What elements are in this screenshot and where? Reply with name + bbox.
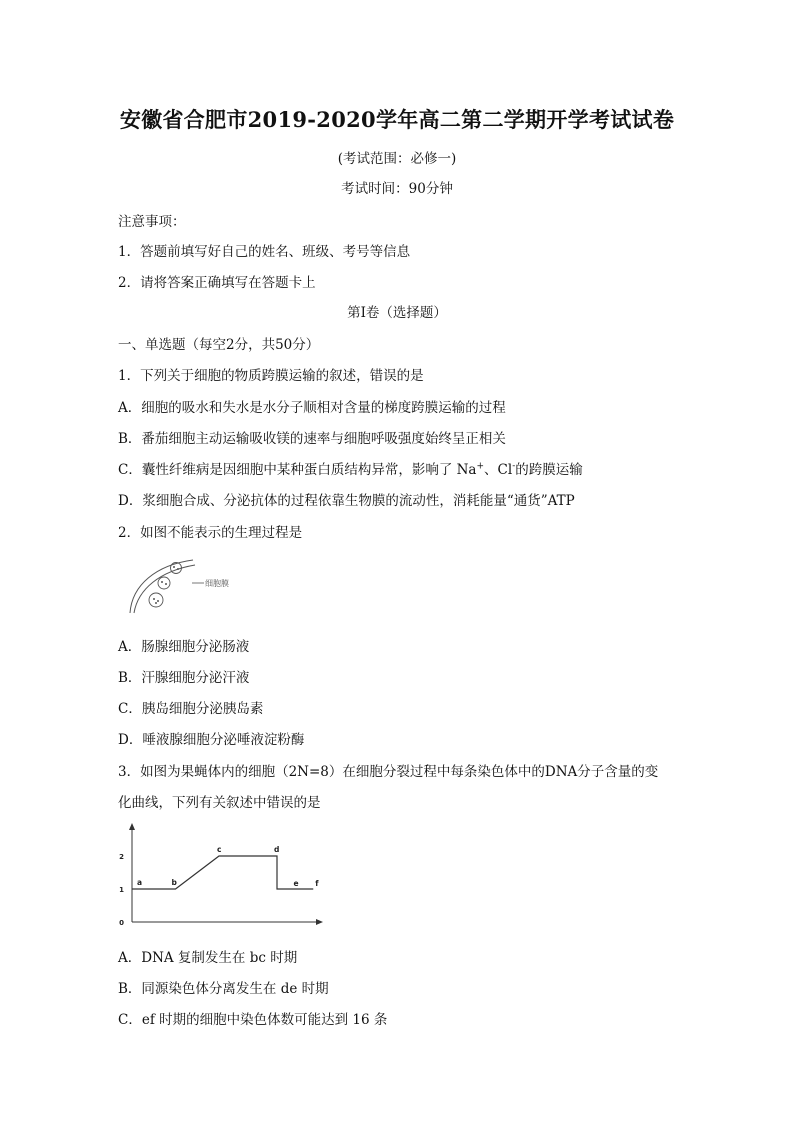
y-tick-label: 0 <box>119 919 124 927</box>
superscript: + <box>476 461 485 472</box>
q3-option-b: B．同源染色体分离发生在 de 时期 <box>118 981 329 997</box>
point-label: e <box>293 879 299 888</box>
q2-option-b: B．汗腺细胞分泌汗液 <box>118 670 250 686</box>
exam-time: 考试时间：90分钟 <box>341 181 453 197</box>
q3-stem: 3．如图为果蝇体内的细胞（2N=8）在细胞分裂过程中每条染色体中的DNA分子含量的变 <box>118 764 659 780</box>
y-tick-label: 1 <box>119 886 124 894</box>
q2-option-a: A．肠腺细胞分泌肠液 <box>118 639 250 655</box>
exam-scope: (考试范围：必修一) <box>337 151 457 167</box>
exam-title: 安徽省合肥市2019-2020学年高二第二学期开学考试试卷 <box>119 107 675 132</box>
dna-content-chart <box>110 820 340 935</box>
q1-stem: 1．下列关于细胞的物质跨膜运输的叙述，错误的是 <box>118 368 424 384</box>
point-label: d <box>274 845 280 854</box>
x-axis-arrow <box>316 919 323 925</box>
note-item: 1．答题前填写好自己的姓名、班级、考号等信息 <box>118 244 411 260</box>
q2-option-d: D．唾液腺细胞分泌唾液淀粉酶 <box>118 732 305 748</box>
superscript: - <box>512 461 516 472</box>
q3-option-c: C．ef 时期的细胞中染色体数可能达到 16 条 <box>118 1012 388 1028</box>
q2-option-c: C．胰岛细胞分泌胰岛素 <box>118 701 264 717</box>
exocytosis-figure <box>118 555 248 617</box>
q3-option-a: A．DNA 复制发生在 bc 时期 <box>118 950 298 966</box>
volume-heading: 第I卷（选择题） <box>347 305 447 321</box>
q1-option-c-text: 、Cl <box>484 462 513 478</box>
q3-stem: 化曲线，下列有关叙述中错误的是 <box>118 795 321 811</box>
point-label: b <box>171 878 177 887</box>
q1-option-c <box>118 458 583 478</box>
note-item: 2．请将答案正确填写在答题卡上 <box>118 275 316 291</box>
q1-option-b: B．番茄细胞主动运输吸收镁的速率与细胞呼吸强度始终呈正相关 <box>118 431 506 447</box>
q2-stem: 2．如图不能表示的生理过程是 <box>118 525 303 541</box>
point-label: c <box>217 845 222 854</box>
dna-content-line <box>132 856 313 889</box>
figure-label: 细胞膜 <box>205 579 229 588</box>
q1-option-c-text: 的跨膜运输 <box>515 462 583 478</box>
y-tick-label: 2 <box>119 853 124 861</box>
notes-title: 注意事项： <box>118 214 186 230</box>
y-axis-arrow <box>129 823 135 830</box>
q1-option-a: A．细胞的吸水和失水是水分子顺相对含量的梯度跨膜运输的过程 <box>118 400 506 416</box>
q1-option-d: D．浆细胞合成、分泌抗体的过程依靠生物膜的流动性，消耗能量“通货”ATP <box>118 493 575 509</box>
point-label: a <box>137 878 143 887</box>
section-heading: 一、单选题（每空2分，共50分） <box>118 337 320 353</box>
q1-option-c-text: C．囊性纤维病是因细胞中某种蛋白质结构异常，影响了 Na <box>118 462 477 478</box>
point-label: f <box>315 879 319 888</box>
